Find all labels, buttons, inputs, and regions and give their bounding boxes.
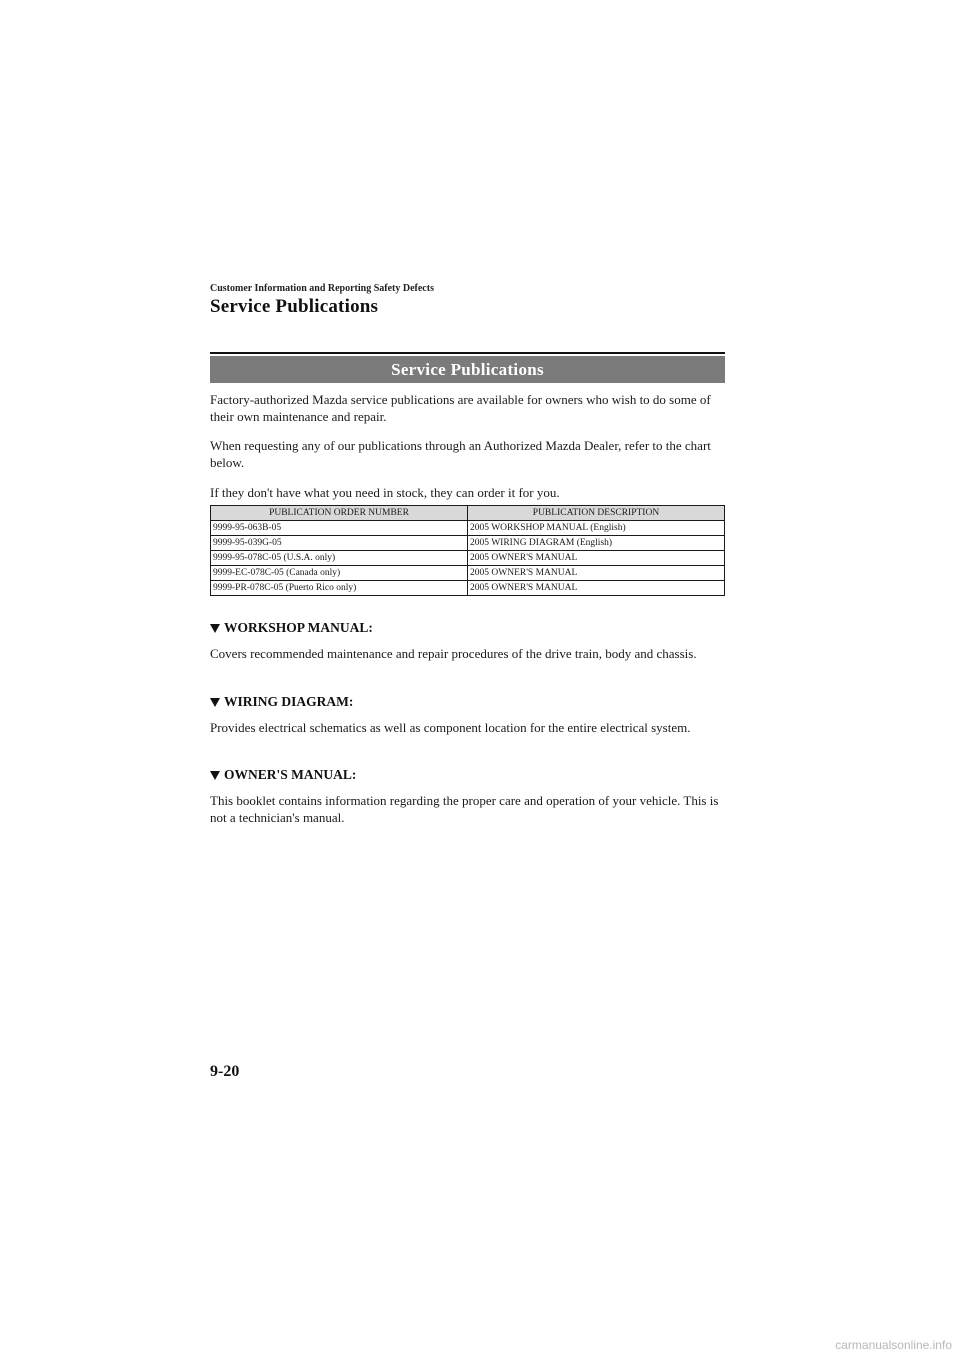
chapter-title: Customer Information and Reporting Safety Defects — [210, 283, 434, 294]
owners-manual-heading — [210, 767, 356, 783]
subheading-label: WIRING DIAGRAM: — [224, 694, 354, 709]
publications-table — [210, 505, 725, 596]
title-divider — [210, 352, 725, 354]
stock-paragraph: If they don't have what you need in stock, they can order it for you. — [210, 485, 560, 500]
workshop-manual-text: Covers recommended maintenance and repair procedures of the drive train, body and chassis. — [210, 646, 697, 661]
triangle-down-icon — [210, 771, 220, 780]
table-row — [211, 551, 725, 566]
owners-manual-text: This booklet contains information regarding the proper care and operation of your vehicle. This is not a technician's manual. — [210, 793, 719, 825]
table-row — [211, 536, 725, 551]
order-number-cell: 9999-95-039G-05 — [211, 536, 468, 551]
table-row — [211, 566, 725, 581]
order-number-cell: 9999-PR-078C-05 (Puerto Rico only) — [211, 581, 468, 596]
description-cell: 2005 WIRING DIAGRAM (English) — [468, 536, 725, 551]
description-cell: 2005 OWNER'S MANUAL — [468, 566, 725, 581]
table-row — [211, 521, 725, 536]
description-cell: 2005 OWNER'S MANUAL — [468, 551, 725, 566]
site-watermark[interactable]: carmanualsonline.info — [835, 1338, 952, 1352]
request-paragraph: When requesting any of our publications through an Authorized Mazda Dealer, refer to the chart below. — [210, 438, 711, 470]
intro-paragraph: Factory-authorized Mazda service publications are available for owners who wish to do some of their own maintenance and repair. — [210, 392, 711, 424]
header-description: PUBLICATION DESCRIPTION — [468, 506, 725, 521]
order-number-cell: 9999-EC-078C-05 (Canada only) — [211, 566, 468, 581]
wiring-diagram-text: Provides electrical schematics as well as component location for the entire electrical system. — [210, 720, 691, 735]
subheading-label: OWNER'S MANUAL: — [224, 767, 357, 782]
table-header-row — [211, 506, 725, 521]
description-cell: 2005 OWNER'S MANUAL — [468, 581, 725, 596]
workshop-manual-heading — [210, 620, 373, 636]
subheading-label: WORKSHOP MANUAL: — [224, 620, 373, 635]
wiring-diagram-heading — [210, 694, 353, 710]
page-title: Service Publications — [210, 296, 379, 317]
page-number: 9-20 — [210, 1063, 240, 1080]
triangle-down-icon — [210, 698, 220, 707]
table-row — [211, 581, 725, 596]
header-order-number: PUBLICATION ORDER NUMBER — [211, 506, 468, 521]
order-number-cell: 9999-95-063B-05 — [211, 521, 468, 536]
description-cell: 2005 WORKSHOP MANUAL (English) — [468, 521, 725, 536]
section-banner: Service Publications — [210, 356, 725, 383]
order-number-cell: 9999-95-078C-05 (U.S.A. only) — [211, 551, 468, 566]
triangle-down-icon — [210, 624, 220, 633]
